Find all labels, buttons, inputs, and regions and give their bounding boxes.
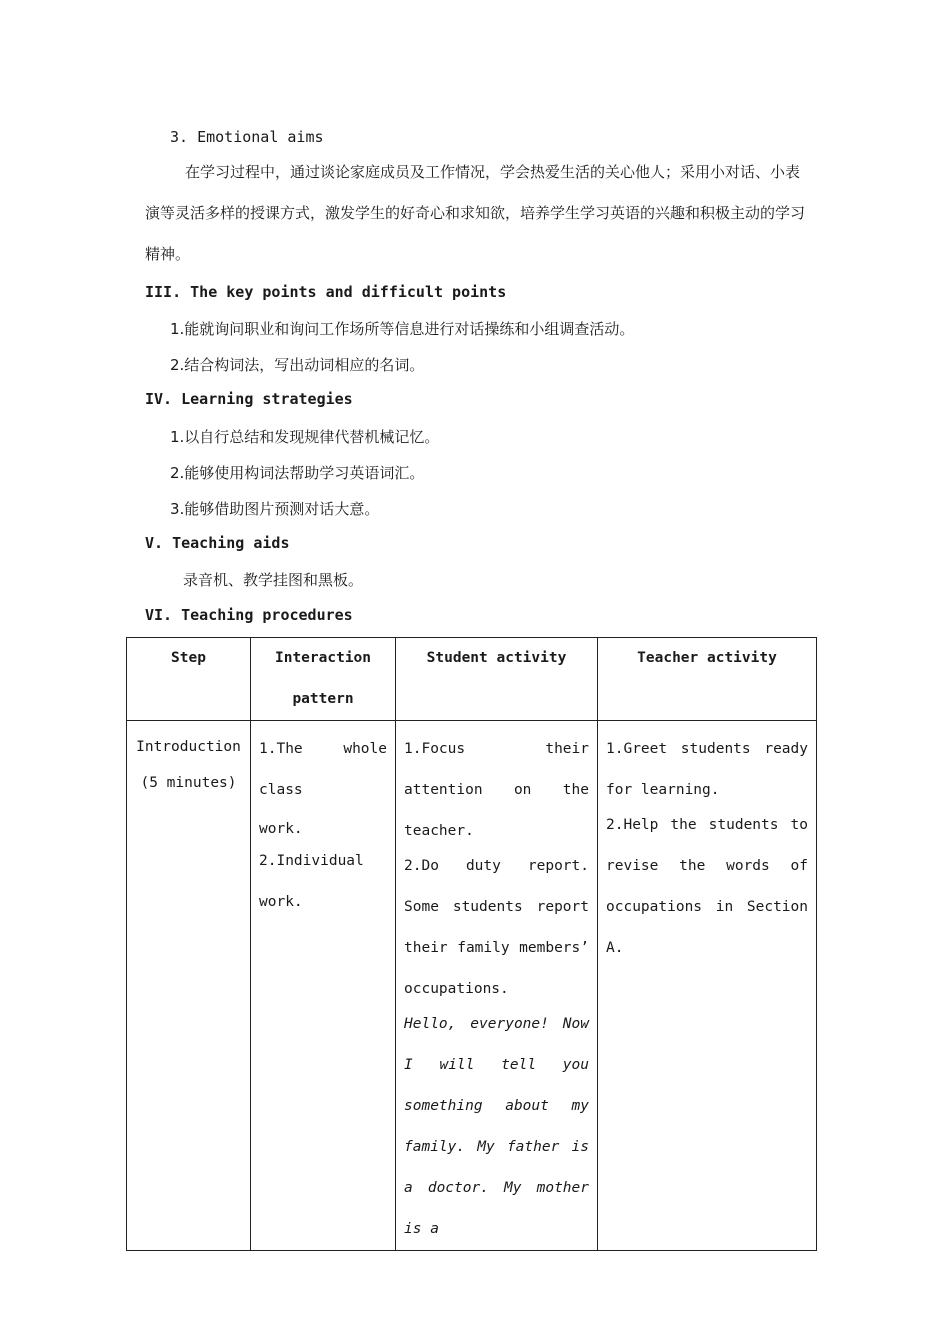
student-activity-2: 2.Do duty report. Some students report their family members’ occupations.: [404, 858, 589, 997]
step-duration: (5 minutes): [140, 775, 237, 791]
header-interaction-pattern: Interaction pattern: [251, 638, 396, 721]
header-step: Step: [127, 638, 251, 721]
teacher-activity-1: 1.Greet students ready for learning.: [606, 741, 808, 798]
strategy-item-3: 3.能够借助图片预测对话大意。: [170, 500, 380, 518]
interaction-item-2: 2.Individual work.: [259, 853, 364, 910]
procedures-table: [126, 637, 817, 1251]
student-activity-cell: [396, 721, 598, 1251]
step-name: Introduction: [136, 739, 241, 755]
key-point-item-2: 2.结合构词法，写出动词相应的名词。: [170, 356, 425, 374]
table-header-row: [127, 638, 817, 721]
teacher-activity-2: 2.Help the students to revise the words of occupations in Section A.: [606, 817, 808, 956]
strategy-item-2: 2.能够使用构词法帮助学习英语词汇。: [170, 464, 425, 482]
interaction-cell: [251, 721, 396, 1251]
step-cell: [127, 721, 251, 1251]
header-teacher-activity: Teacher activity: [598, 638, 817, 721]
teaching-aids-text: 录音机、教学挂图和黑板。: [183, 571, 364, 589]
strategy-item-1: 1.以自行总结和发现规律代替机械记忆。: [170, 428, 440, 446]
section-heading-learning-strategies: IV. Learning strategies: [145, 390, 353, 408]
section-heading-emotional-aims: 3. Emotional aims: [170, 128, 324, 146]
section-heading-teaching-procedures: VI. Teaching procedures: [145, 606, 353, 624]
interaction-item-1-cont: work.: [259, 821, 303, 837]
table-row: [127, 721, 817, 1251]
header-student-activity: Student activity: [396, 638, 598, 721]
interaction-item-1: 1.The whole class: [259, 741, 387, 798]
student-activity-3: Hello, everyone! Now I will tell you something about my family. My father is a doctor. My mother is a: [404, 1016, 589, 1237]
emotional-aims-paragraph: 在学习过程中，通过谈论家庭成员及工作情况，学会热爱生活的关心他人；采用小对话、小表演等灵活多样的授课方式，激发学生的好奇心和求知欲，培养学生学习英语的兴趣和积极主动的学习精神。: [145, 163, 806, 263]
section-heading-teaching-aids: V. Teaching aids: [145, 534, 290, 552]
key-point-item-1: 1.能就询问职业和询问工作场所等信息进行对话操练和小组调查活动。: [170, 320, 635, 338]
section-heading-key-points: III. The key points and difficult points: [145, 283, 507, 301]
student-activity-1: 1.Focus their attention on the teacher.: [404, 741, 589, 839]
teacher-activity-cell: [598, 721, 817, 1251]
